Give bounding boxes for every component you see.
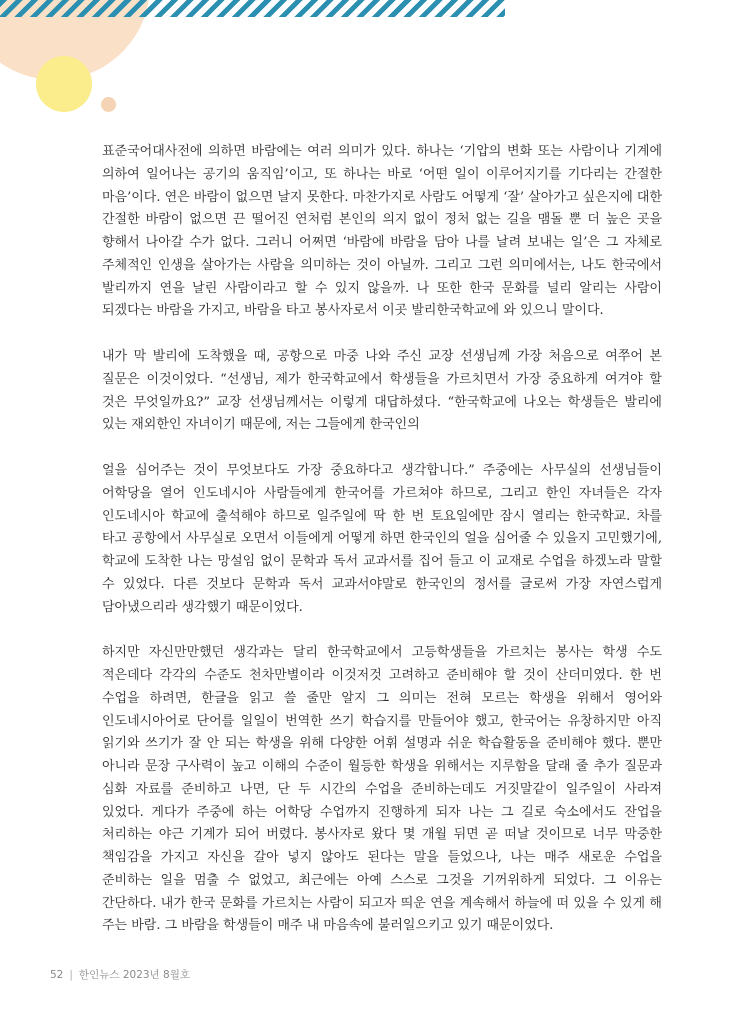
paragraph-3: 얼을 심어주는 것이 무엇보다도 가장 중요하다고 생각합니다.” 주중에는 사무실의 선생님들이 어학당을 열어 인도네시아 사람들에게 한국어를 가르쳐야 하므로, 그리고 한인 자녀들은 각자 인도네시아 학교에 출석해야 하므로 일주일에 딱 한 번 토요일에만 잠시 열리는 한국학교. 차를 타고 공항에서 사무실로 오면서 이들에게 어떻게 하면 한국인의 얼을 심어줄 수 있을지 고민했기에, 학교에 도착한 나는 망설임 없이 문학과 독서 교과서를 집어 들고 이 교재로 수업을 하겠노라 말할 수 있었다. 다른 것보다 문학과 독서 교과서야말로 한국인의 정서를 글로써 가장 자연스럽게 담아냈으리라 생각했기 때문이었다.	[102, 463, 662, 615]
page-footer	[50, 967, 190, 982]
footer-separator: |	[69, 969, 73, 981]
decorative-diagonal-stripes	[0, 0, 505, 17]
paragraph-1: 표준국어대사전에 의하면 바람에는 여러 의미가 있다. 하나는 ‘기압의 변화 또는 사람이나 기계에 의하여 일어나는 공기의 움직임’이고, 또 하나는 바로 ‘어떤 일이 이루어지기를 기다리는 간절한 마음’이다. 연은 바람이 없으면 날지 못한다. 마찬가지로 사람도 어떻게 ‘잘’ 살아가고 싶은지에 대한 간절한 바람이 없으면 끈 떨어진 연처럼 본인의 의지 없이 정처 없는 길을 맴돌 뿐 더 높은 곳을 향해서 나아갈 수가 없다. 그러니 어쩌면 ‘바람에 바람을 담아 나를 날려 보내는 일’은 그 자체로 주체적인 인생을 살아가는 사람을 의미하는 것이 아닐까. 그리고 그런 의미에서는, 나도 한국에서 발리까지 연을 날린 사람이라고 할 수 있지 않을까. 나 또한 한국 문화를 널리 알리는 사람이 되겠다는 바람을 가지고, 바람을 타고 봉사자로서 이곳 발리한국학교에 와 있으니 말이다.	[102, 144, 663, 319]
decorative-yellow-circle	[36, 56, 92, 112]
paragraph-2: 내가 막 발리에 도착했을 때, 공항으로 마중 나와 주신 교장 선생님께 가장 처음으로 여쭈어 본 질문은 이것이었다. “선생님, 제가 한국학교에서 학생들을 가르치면서 가장 중요하게 여겨야 할 것은 무엇일까요?” 교장 선생님께서는 이렇게 대답하셨다. “한국학교에 나오는 학생들은 발리에 있는 재외한인 자녀이기 때문에, 저는 그들에게 한국인의	[102, 349, 662, 433]
article-body	[102, 141, 662, 961]
paragraph-4: 하지만 자신만만했던 생각과는 달리 한국학교에서 고등학생들을 가르치는 봉사는 학생 수도 적은데다 각각의 수준도 천차만별이라 이것저것 고려하고 준비해야 할 것이 산더미였다. 한 번 수업을 하려면, 한글을 읽고 쓸 줄만 알지 그 의미는 전혀 모르는 학생을 위해서 영어와 인도네시아어로 단어를 일일이 번역한 쓰기 학습지를 만들어야 했고, 한국어는 유창하지만 아직 읽기와 쓰기가 잘 안 되는 학생을 위해 다양한 어휘 설명과 쉬운 학습활동을 준비해야 했다. 뿐만 아니라 문장 구사력이 높고 이해의 수준이 월등한 학생을 위해서는 지루함을 달래 줄 추가 질문과 심화 자료를 준비하고 나면, 단 두 시간의 수업을 준비하는데도 거짓말같이 일주일이 사라져 있었다. 게다가 주중에 하는 어학당 수업까지 진행하게 되자 나는 그 길로 숙소에서도 잔업을 처리하는 야근 기계가 되어 버렸다. 봉사자로 왔다 몇 개월 뒤면 곧 떠날 것이므로 너무 막중한 책임감을 가지고 자신을 갈아 넣지 않아도 된다는 말을 들었으나, 나는 매주 새로운 수업을 준비하는 일을 멈출 수 없었고, 최근에는 아예 스스로 그것을 기꺼위하게 되었다. 그 이유는 간단하다. 내가 한국 문화를 가르치는 사람이 되고자 띄운 연을 계속해서 하늘에 떠 있을 수 있게 해 주는 바람. 그 바람을 학생들이 매주 내 마음속에 불러일으키고 있기 때문이었다.	[102, 645, 662, 934]
page-number: 52	[50, 969, 64, 981]
decorative-peach-dot	[101, 97, 116, 112]
publication-name: 한인뉴스 2023년 8월호	[78, 969, 190, 981]
